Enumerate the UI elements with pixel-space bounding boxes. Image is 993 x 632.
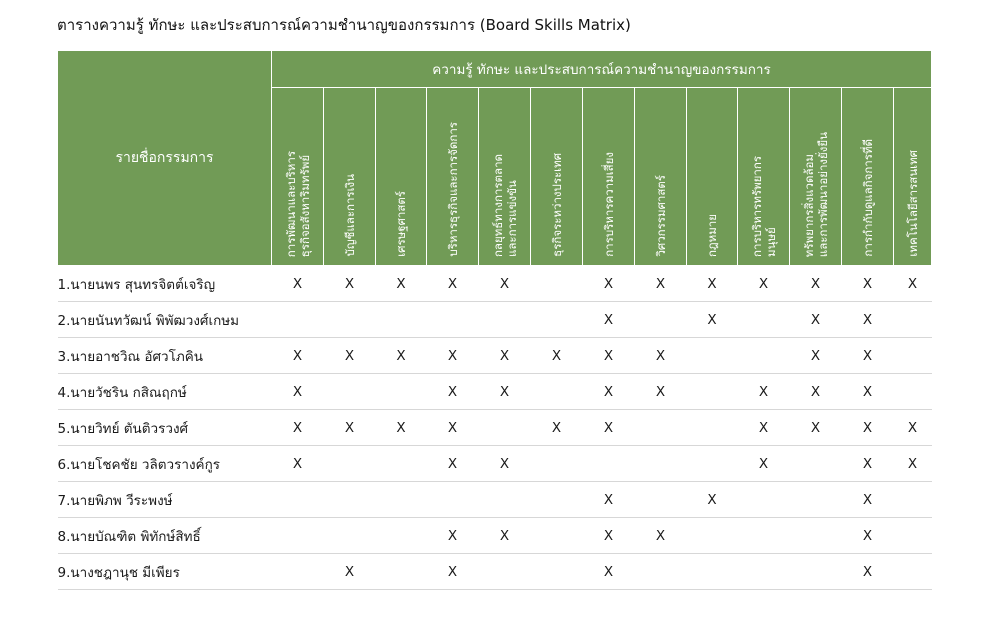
skill-header-label (394, 191, 408, 265)
skill-mark (376, 374, 427, 410)
table-row (58, 518, 932, 554)
skill-mark (427, 482, 479, 518)
skill-mark (324, 518, 376, 554)
table-row (58, 266, 932, 302)
skill-mark: X (427, 446, 479, 482)
skill-mark: X (583, 410, 635, 446)
skill-mark (324, 446, 376, 482)
skill-mark: X (894, 446, 932, 482)
skill-header-line: วิศวกรรมศาสตร์ (653, 175, 668, 257)
skill-mark: X (479, 266, 531, 302)
skill-mark: X (790, 374, 842, 410)
skill-mark: X (427, 374, 479, 410)
skill-mark: X (272, 338, 324, 374)
skill-header-line: กลยุทธ์ทางการตลาด (490, 153, 505, 257)
skill-mark: X (842, 374, 894, 410)
skill-header-line: และการแข่งขัน (504, 180, 519, 257)
skill-mark: X (583, 302, 635, 338)
skill-mark (894, 338, 932, 374)
table-row (58, 374, 932, 410)
skill-mark: X (842, 266, 894, 302)
skill-mark (272, 302, 324, 338)
skill-mark (583, 446, 635, 482)
skill-mark (531, 518, 583, 554)
skill-mark: X (427, 410, 479, 446)
skill-mark: X (376, 338, 427, 374)
skill-header-label (602, 152, 616, 265)
skill-mark (479, 302, 531, 338)
skill-mark: X (531, 338, 583, 374)
skill-header-label (802, 132, 830, 265)
skill-mark: X (738, 374, 790, 410)
skill-mark: X (635, 266, 687, 302)
skill-mark (738, 554, 790, 590)
table-row (58, 338, 932, 374)
table-row (58, 302, 932, 338)
skill-mark: X (842, 482, 894, 518)
skill-mark: X (790, 266, 842, 302)
skill-mark: X (324, 554, 376, 590)
skill-header (790, 88, 842, 266)
skill-header-label (750, 156, 778, 265)
skill-mark: X (842, 410, 894, 446)
skill-mark (324, 302, 376, 338)
page-title: ตารางความรู้ ทักษะ และประสบการณ์ความชำนาญของกรรมการ (Board Skills Matrix) (57, 16, 631, 34)
director-name: 3.นายอาชวิณ อัศวโภคิน (58, 338, 272, 374)
skill-header-line: บริหารธุรกิจและการจัดการ (445, 122, 460, 257)
skill-mark (479, 482, 531, 518)
skill-mark (790, 446, 842, 482)
skill-mark: X (842, 302, 894, 338)
skill-mark (635, 302, 687, 338)
skill-mark (376, 482, 427, 518)
skill-mark (531, 446, 583, 482)
skill-header-label (705, 214, 719, 265)
skill-mark (635, 410, 687, 446)
skill-header-line: มนุษย์ (763, 227, 778, 257)
skill-mark: X (635, 518, 687, 554)
skill-mark (531, 302, 583, 338)
skill-mark (687, 446, 738, 482)
skill-mark (272, 518, 324, 554)
skill-header-line: กฎหมาย (705, 213, 719, 257)
skill-mark (376, 518, 427, 554)
skill-mark: X (790, 410, 842, 446)
skill-mark (894, 518, 932, 554)
skill-mark: X (272, 374, 324, 410)
skill-header-label (343, 174, 357, 265)
skill-header (427, 88, 479, 266)
skill-mark: X (687, 482, 738, 518)
skill-header-line: การบริหารความเสี่ยง (601, 152, 616, 257)
skill-mark: X (894, 266, 932, 302)
skill-mark: X (376, 410, 427, 446)
skill-header (842, 88, 894, 266)
skill-mark: X (635, 374, 687, 410)
skill-mark (687, 518, 738, 554)
skill-header-line: บัญชีและการเงิน (342, 174, 357, 257)
table-row (58, 446, 932, 482)
skill-mark: X (479, 338, 531, 374)
skill-mark: X (583, 518, 635, 554)
skill-mark: X (324, 266, 376, 302)
skill-header-label (284, 151, 312, 265)
skill-mark: X (583, 482, 635, 518)
skills-group-header: ความรู้ ทักษะ และประสบการณ์ความชำนาญของกรรมการ (272, 51, 932, 88)
skill-mark: X (790, 338, 842, 374)
skill-header-label (550, 153, 564, 265)
skill-header-line: ธุรกิจระหว่างประเทศ (549, 153, 564, 257)
skill-header (531, 88, 583, 266)
skill-mark (687, 338, 738, 374)
skill-header-line: เทคโนโลยีสารสนเทศ (905, 150, 920, 257)
skill-mark (635, 446, 687, 482)
skill-mark: X (324, 410, 376, 446)
skill-mark: X (479, 518, 531, 554)
skill-mark: X (635, 338, 687, 374)
skill-mark: X (842, 518, 894, 554)
skill-mark (894, 482, 932, 518)
skill-mark: X (738, 446, 790, 482)
skill-mark (324, 374, 376, 410)
skill-header (894, 88, 932, 266)
skill-mark (790, 482, 842, 518)
skill-header (687, 88, 738, 266)
skill-header-label (861, 139, 875, 265)
director-name: 2.นายนันทวัฒน์ พิพัฒวงศ์เกษม (58, 302, 272, 338)
skill-mark: X (531, 410, 583, 446)
skill-mark (427, 302, 479, 338)
board-skills-matrix-table (57, 50, 932, 590)
skill-mark (687, 374, 738, 410)
skill-mark: X (427, 266, 479, 302)
director-name: 5.นายวิทย์ ตันติวรวงศ์ (58, 410, 272, 446)
director-name: 6.นายโชคชัย วลิตวรางค์กูร (58, 446, 272, 482)
skill-header (479, 88, 531, 266)
header-row-group (58, 51, 932, 88)
skill-header-line: ธุรกิจอสังหาริมทรัพย์ (297, 154, 312, 257)
skill-header (272, 88, 324, 266)
skill-mark: X (427, 338, 479, 374)
skill-mark: X (842, 338, 894, 374)
skill-mark (324, 482, 376, 518)
skill-header-line: และการพัฒนาอย่างยั่งยืน (815, 131, 830, 257)
skill-mark (376, 446, 427, 482)
skill-mark: X (272, 266, 324, 302)
skill-mark: X (479, 446, 531, 482)
skill-mark: X (687, 302, 738, 338)
skill-mark: X (272, 410, 324, 446)
table-row (58, 554, 932, 590)
skill-header-label (446, 122, 460, 265)
skill-mark: X (790, 302, 842, 338)
skill-mark (738, 302, 790, 338)
skill-header-line: เศรษฐศาสตร์ (394, 191, 408, 257)
skill-mark (479, 554, 531, 590)
director-name: 1.นายนพร สุนทรจิตต์เจริญ (58, 266, 272, 302)
skill-header-label (906, 150, 920, 265)
director-name: 4.นายวัชริน กสิณฤกษ์ (58, 374, 272, 410)
skill-mark: X (894, 410, 932, 446)
director-name: 8.นายบัณฑิต พิทักษ์สิทธิ์ (58, 518, 272, 554)
skill-mark (479, 410, 531, 446)
skill-header-label (654, 175, 668, 265)
skill-mark (635, 482, 687, 518)
skill-header (635, 88, 687, 266)
skill-header-line: การบริหารทรัพยากร (749, 156, 764, 257)
skill-mark: X (842, 554, 894, 590)
skill-header (376, 88, 427, 266)
skill-mark: X (738, 410, 790, 446)
skill-mark (738, 518, 790, 554)
skill-mark (894, 302, 932, 338)
skill-mark (687, 410, 738, 446)
skill-mark (738, 338, 790, 374)
skill-mark (790, 518, 842, 554)
skill-mark (531, 482, 583, 518)
skill-mark: X (583, 266, 635, 302)
skill-header-line: ทรัพยากรสิ่งแวดล้อม (801, 153, 816, 257)
skill-mark (687, 554, 738, 590)
skill-header (324, 88, 376, 266)
skill-mark (531, 374, 583, 410)
skill-mark: X (376, 266, 427, 302)
skill-mark: X (842, 446, 894, 482)
skill-mark: X (583, 554, 635, 590)
skill-header (738, 88, 790, 266)
skill-mark: X (583, 374, 635, 410)
director-name: 7.นายพิภพ วีระพงษ์ (58, 482, 272, 518)
skill-mark: X (324, 338, 376, 374)
table-row (58, 410, 932, 446)
skill-header (583, 88, 635, 266)
skill-mark (738, 482, 790, 518)
skill-mark (790, 554, 842, 590)
skill-mark: X (427, 554, 479, 590)
skill-header-line: การกำกับดูแลกิจการที่ดี (860, 139, 875, 257)
skill-mark (635, 554, 687, 590)
skill-mark (894, 554, 932, 590)
skill-mark: X (427, 518, 479, 554)
table-row (58, 482, 932, 518)
skill-mark: X (272, 446, 324, 482)
skill-header-label (491, 154, 519, 265)
skill-mark: X (738, 266, 790, 302)
skill-mark (894, 374, 932, 410)
director-name-header: รายชื่อกรรมการ (58, 51, 272, 266)
skill-mark (376, 554, 427, 590)
skill-mark (272, 554, 324, 590)
skill-mark (376, 302, 427, 338)
skill-mark (272, 482, 324, 518)
skill-header-line: การพัฒนาและบริหาร (283, 150, 298, 257)
skill-mark: X (687, 266, 738, 302)
skill-mark (531, 554, 583, 590)
skill-mark (531, 266, 583, 302)
skill-mark: X (583, 338, 635, 374)
director-name: 9.นางชฎานุช มีเพียร (58, 554, 272, 590)
skill-mark: X (479, 374, 531, 410)
